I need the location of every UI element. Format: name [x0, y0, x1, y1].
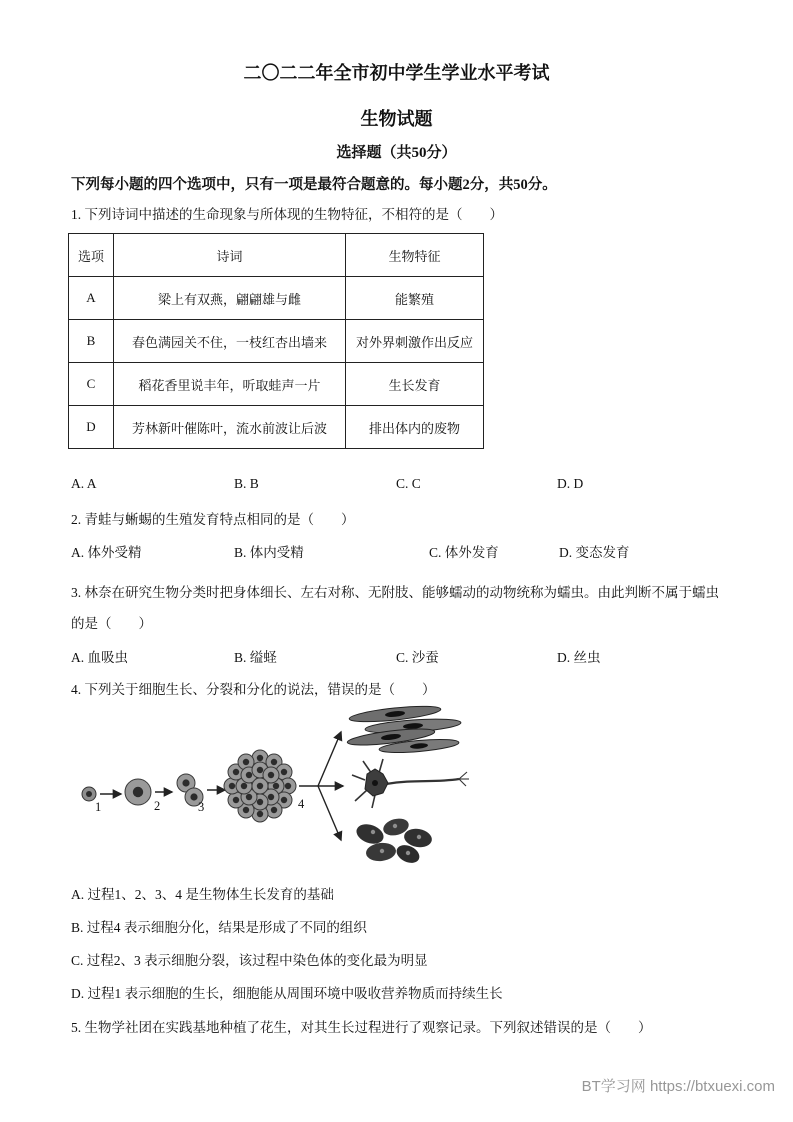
cell-diagram-svg [75, 704, 485, 872]
q3-option-a: A. 血吸虫 [71, 650, 128, 665]
table-row [69, 406, 484, 449]
row-poem: 芳林新叶催陈叶，流水前波让后波 [114, 406, 346, 449]
q1-option-b: B. B [234, 476, 259, 491]
arrow-to-muscle [318, 732, 341, 786]
arrow-to-other-cells [318, 786, 341, 840]
q2-options-row [71, 544, 722, 561]
instructions: 下列每小题的四个选项中，只有一项是最符合题意的。每小题2分，共50分。 [71, 177, 557, 193]
q1-option-d: D. D [557, 476, 584, 491]
q1-stem: 1. 下列诗词中描述的生命现象与所体现的生物特征，不相符的是（ ） [71, 207, 503, 222]
nerve-cell [352, 759, 469, 808]
table-row [69, 277, 484, 320]
q1-options-row [71, 475, 722, 492]
q1-header-option: 选项 [69, 234, 114, 277]
q4-option-d: D. 过程1 表示细胞的生长，细胞能从周围环境中吸收营养物质而持续生长 [71, 986, 503, 1001]
q1-table [68, 233, 484, 449]
row-feature: 能繁殖 [346, 277, 484, 320]
row-poem: 梁上有双燕，翩翩雄与雌 [114, 277, 346, 320]
q4-option-c: C. 过程2、3 表示细胞分裂，该过程中染色体的变化最为明显 [71, 953, 428, 968]
row-poem: 春色满园关不住，一枝红杏出墙来 [114, 320, 346, 363]
q3-options-row [71, 649, 722, 666]
q4-stem: 4. 下列关于细胞生长、分裂和分化的说法，错误的是（ ） [71, 682, 436, 697]
q2-option-c: C. 体外发育 [429, 545, 499, 560]
row-option: D [69, 406, 114, 449]
diagram-label-4: 4 [298, 797, 305, 811]
cell-development-diagram [75, 704, 722, 872]
muscle-cells [347, 704, 462, 755]
q1-table-header-row [69, 234, 484, 277]
q1-option-a: A. A [71, 476, 97, 491]
cell-stage-1 [82, 787, 96, 801]
row-feature: 对外界刺激作出反应 [346, 320, 484, 363]
diagram-label-2: 2 [154, 799, 161, 813]
row-option: B [69, 320, 114, 363]
exam-title: 二〇二二年全市初中学生学业水平考试 [243, 63, 550, 83]
q4-option-b: B. 过程4 表示细胞分化，结果是形成了不同的组织 [71, 920, 367, 935]
q5-stem: 5. 生物学社团在实践基地种植了花生，对其生长过程进行了观察记录。下列叙述错误的是（ ） [71, 1020, 652, 1035]
row-option: C [69, 363, 114, 406]
table-row [69, 320, 484, 363]
q1-header-poem: 诗词 [114, 234, 346, 277]
row-feature: 排出体内的废物 [346, 406, 484, 449]
q3-option-c: C. 沙蚕 [396, 650, 439, 665]
cell-stage-2 [125, 779, 151, 805]
row-feature: 生长发育 [346, 363, 484, 406]
q2-stem: 2. 青蛙与蜥蜴的生殖发育特点相同的是（ ） [71, 512, 355, 527]
q1-header-feature: 生物特征 [346, 234, 484, 277]
row-option: A [69, 277, 114, 320]
q3-option-b: B. 缢蛏 [234, 650, 277, 665]
cell-cluster [224, 750, 296, 822]
diagram-label-1: 1 [95, 800, 102, 814]
table-row [69, 363, 484, 406]
other-tissue-cells [354, 816, 434, 866]
q2-option-d: D. 变态发育 [559, 545, 630, 560]
row-poem: 稻花香里说丰年，听取蛙声一片 [114, 363, 346, 406]
q2-option-a: A. 体外受精 [71, 545, 142, 560]
q4-option-a: A. 过程1、2、3、4 是生物体生长发育的基础 [71, 887, 334, 902]
site-credit: BT学习网 https://btxuexi.com [581, 1078, 775, 1095]
q2-option-b: B. 体内受精 [234, 545, 304, 560]
q3-option-d: D. 丝虫 [557, 650, 601, 665]
section-header: 选择题（共50分） [336, 145, 457, 161]
exam-subtitle: 生物试题 [360, 109, 433, 129]
q1-option-c: C. C [396, 476, 421, 491]
diagram-label-3: 3 [198, 800, 205, 814]
q3-stem: 3. 林奈在研究生物分类时把身体细长、左右对称、无附肢、能够蠕动的动物统称为蠕虫。由此判断不属于蠕虫的是（ ） [71, 585, 719, 631]
